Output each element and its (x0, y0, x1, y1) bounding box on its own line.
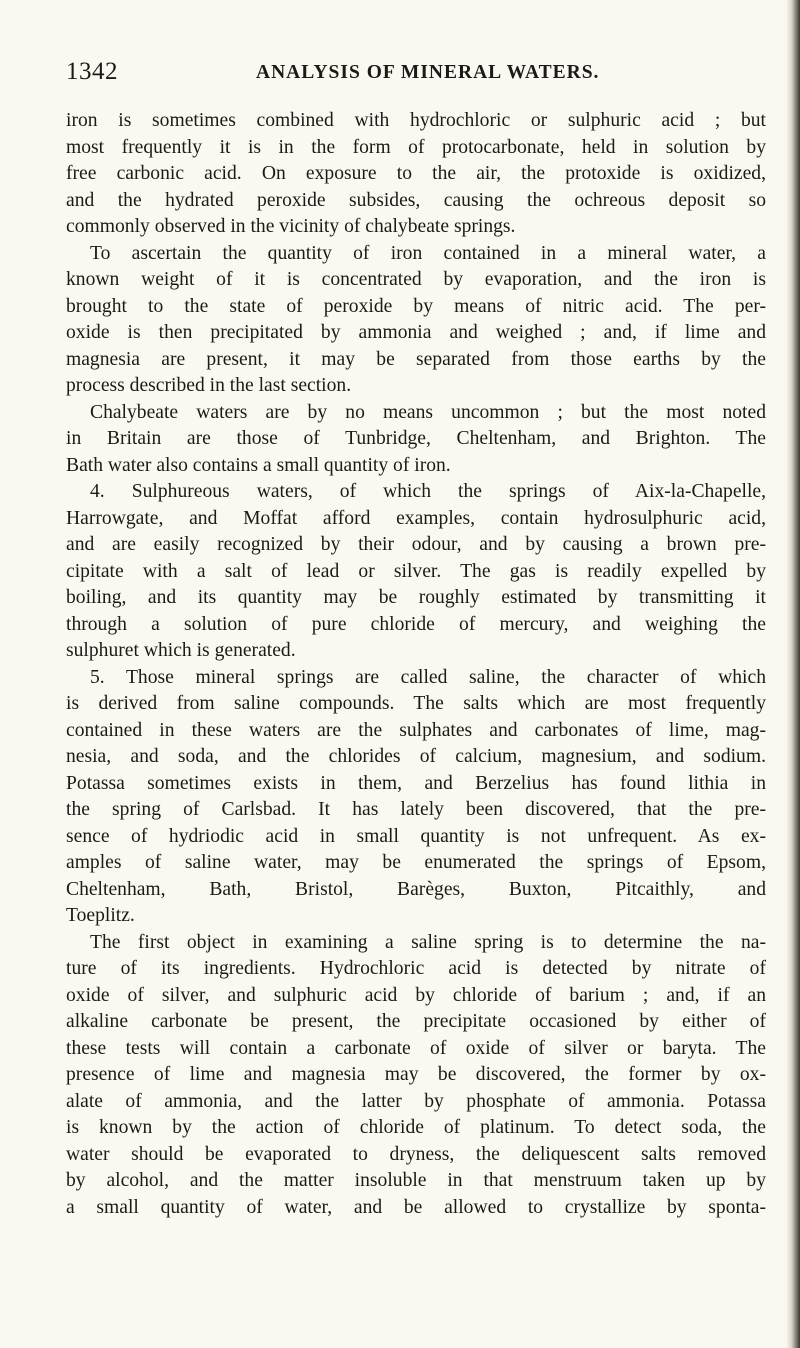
text-line: commonly observed in the vicinity of chalybeate springs. (66, 216, 516, 237)
text-line: these tests will contain a carbonate of oxide of silver or baryta. The (66, 1037, 766, 1059)
page-edge-shadow (786, 0, 800, 1348)
text-line: and the hydrated peroxide subsides, causing the ochreous deposit so (66, 189, 766, 211)
text-line: Chalybeate waters are by no means uncommon ; but the most noted (90, 401, 766, 423)
text-line: free carbonic acid. On exposure to the air, the protoxide is oxidized, (66, 163, 766, 184)
text-line: and are easily recognized by their odour, and by causing a brown pre- (66, 534, 766, 555)
running-title: ANALYSIS OF MINERAL WATERS. (256, 62, 600, 83)
text-line: by alcohol, and the matter insoluble in that menstruum taken up by (66, 1170, 766, 1191)
text-line: is derived from saline compounds. The salts which are most frequently (66, 693, 766, 714)
text-line: The first object in examining a saline spring is to determine the na- (90, 931, 766, 953)
page-header (66, 58, 756, 90)
text-line: 5. Those mineral springs are called saline, the character of which (90, 666, 766, 688)
text-line: Potassa sometimes exists in them, and Berzelius has found lithia in (66, 772, 766, 794)
text-line: nesia, and soda, and the chlorides of calcium, magnesium, and sodium. (66, 746, 766, 767)
text-line: To ascertain the quantity of iron contained in a mineral water, a (90, 242, 766, 264)
text-line: alate of ammonia, and the latter by phosphate of ammonia. Potassa (66, 1090, 766, 1112)
text-line: Bath water also contains a small quantity of iron. (66, 454, 451, 476)
text-line: alkaline carbonate be present, the precipitate occasioned by either of (66, 1011, 766, 1032)
text-line: Toeplitz. (66, 905, 135, 926)
text-line: in Britain are those of Tunbridge, Cheltenham, and Brighton. The (66, 428, 766, 449)
text-line: is known by the action of chloride of platinum. To detect soda, the (66, 1117, 766, 1138)
page-number: 1342 (66, 58, 118, 85)
text-line: through a solution of pure chloride of mercury, and weighing the (66, 613, 766, 635)
text-line: Cheltenham, Bath, Bristol, Barèges, Buxton, Pitcaithly, and (66, 878, 766, 900)
text-line: the spring of Carlsbad. It has lately been discovered, that the pre- (66, 799, 766, 820)
text-line: a small quantity of water, and be allowed to crystallize by sponta- (66, 1196, 766, 1218)
text-line: presence of lime and magnesia may be discovered, the former by ox- (66, 1064, 766, 1085)
text-line: 4. Sulphureous waters, of which the springs of Aix-la-Chapelle, (90, 481, 766, 502)
text-line: boiling, and its quantity may be roughly estimated by transmitting it (66, 587, 766, 608)
text-line: known weight of it is concentrated by evaporation, and the iron is (66, 269, 766, 290)
body-text (66, 108, 766, 1221)
text-line: Harrowgate, and Moffat afford examples, contain hydrosulphuric acid, (66, 507, 766, 529)
text-line: sulphuret which is generated. (66, 640, 296, 661)
text-line: brought to the state of peroxide by means of nitric acid. The per- (66, 295, 766, 317)
text-line: most frequently it is in the form of protocarbonate, held in solution by (66, 136, 766, 158)
text-line: contained in these waters are the sulphates and carbonates of lime, mag- (66, 719, 766, 741)
text-line: amples of saline water, may be enumerated the springs of Epsom, (66, 852, 766, 873)
text-line: iron is sometimes combined with hydrochloric or sulphuric acid ; but (66, 110, 766, 131)
text-line: cipitate with a salt of lead or silver. The gas is readily expelled by (66, 560, 766, 582)
text-line: sence of hydriodic acid in small quantity is not unfrequent. As ex- (66, 825, 766, 847)
text-line: process described in the last section. (66, 375, 352, 396)
text-line: oxide of silver, and sulphuric acid by chloride of barium ; and, if an (66, 984, 766, 1006)
text-line: oxide is then precipitated by ammonia and weighed ; and, if lime and (66, 322, 766, 343)
text-line: magnesia are present, it may be separated from those earths by the (66, 348, 766, 370)
text-line: water should be evaporated to dryness, the deliquescent salts removed (66, 1143, 766, 1165)
text-line: ture of its ingredients. Hydrochloric acid is detected by nitrate of (66, 958, 766, 979)
